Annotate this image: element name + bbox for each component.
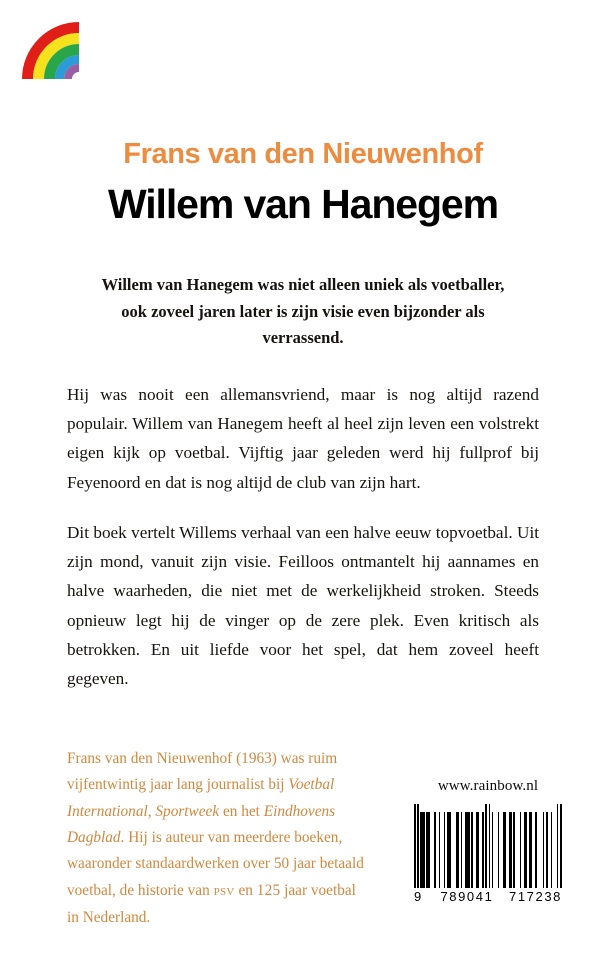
bio-text-segment: en het bbox=[219, 802, 264, 820]
author-name: Frans van den Nieuwenhof bbox=[123, 138, 483, 170]
bio-number-125: 125 bbox=[256, 882, 281, 900]
isbn-lead-digit: 9 bbox=[414, 889, 423, 904]
bio-text-segment: Frans van den Nieuwenhof (1963) was ruim vijfentwintig jaar lang journalist bij bbox=[67, 750, 338, 794]
isbn-digits bbox=[414, 889, 562, 904]
publisher-website: www.rainbow.nl bbox=[437, 778, 539, 794]
isbn-right-group: 717238 bbox=[509, 889, 562, 904]
blurb-paragraph: Hij was nooit een allemansvriend, maar is nog altijd razend populair. Willem van Hanegem heeft al heel zijn leven een volstrekt eigen kijk op voetbal. Vijftig jaar geleden werd hij fullprof bij Feyenoord en dat is nog altijd de club van zijn hart. bbox=[67, 385, 539, 492]
rainbow-logo bbox=[22, 22, 79, 79]
bio-club-psv: psv bbox=[213, 881, 235, 900]
author-bio bbox=[67, 746, 367, 932]
bio-publication-sportweek: Sportweek bbox=[155, 802, 220, 820]
bio-text-segment: , bbox=[147, 802, 156, 820]
bio-publication-voetbal-international: Voetbal International bbox=[67, 776, 335, 820]
lead-blurb: Willem van Hanegem was niet alleen uniek als voetballer, ook zoveel jaren later is zijn visie even bijzonder als verrassend. bbox=[101, 275, 505, 348]
bio-text-segment: . Hij is auteur van meerdere boeken, waaronder standaardwerken over 50 jaar betaald voetbal, de historie van bbox=[67, 828, 364, 900]
book-title: Willem van Hanegem bbox=[108, 181, 498, 227]
blurb-body bbox=[67, 380, 539, 693]
isbn-barcode bbox=[414, 804, 562, 904]
bio-text-segment: jaar voetbal in Nederland. bbox=[67, 882, 356, 927]
barcode-block bbox=[412, 778, 564, 904]
bio-text-segment: en bbox=[234, 882, 257, 900]
isbn-left-group: 789041 bbox=[440, 889, 494, 904]
blurb-paragraph: Dit boek vertelt Willems verhaal van een halve eeuw topvoetbal. Uit zijn mond, vanuit zijn visie. Feilloos ontmantelt hij aannames en halve waarheden, die niet met de werkelijkheid stroken. Steeds opnieuw legt hij de vinger op de zere plek. Even kritisch als betrokken. En uit liefde voor het spel, dat hem zoveel heeft gegeven. bbox=[67, 522, 539, 689]
bio-publication-eindhovens-dagblad: Eindhovens Dagblad bbox=[67, 802, 336, 846]
barcode-bars bbox=[414, 804, 562, 888]
rainbow-arc-icon bbox=[22, 22, 79, 79]
